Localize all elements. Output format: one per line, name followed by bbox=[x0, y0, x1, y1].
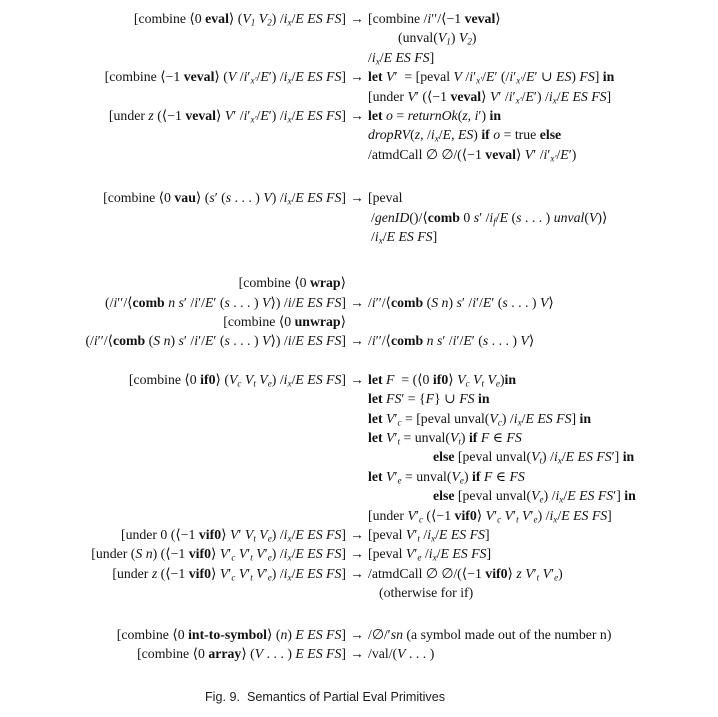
rewrite-arrow: → bbox=[350, 526, 364, 542]
rule-line bbox=[0, 625, 718, 644]
rewrite-arrow: → bbox=[350, 107, 364, 123]
rule-lhs: [combine ⟨−1 veval⟩ (V $/i'_{x'}/E'$) $/i_x/E$ ES FS] bbox=[104, 69, 346, 86]
arrow-spacer bbox=[346, 486, 368, 505]
rule-lhs bbox=[0, 506, 346, 525]
rule-rhs: /atmdCall ∅ ∅/(⟨−1 vif0⟩ z $V'_t$ $V'_e$) bbox=[368, 565, 563, 583]
rule-lhs: [combine ⟨0 eval⟩ ($V_1$ $V_2$) $/i_x/E$ ES FS] bbox=[133, 11, 346, 28]
arrow-spacer bbox=[346, 208, 368, 227]
rule-lhs: [combine ⟨0 int-to-symbol⟩ (n) E ES FS] bbox=[116, 626, 346, 642]
rule-line bbox=[0, 370, 718, 389]
rule-line bbox=[0, 28, 718, 47]
rule-rhs: let V′ = [peval V $/i'_{x'}/E'$ ($/i'_{x'}/E'$ ∪ ES) FS] in bbox=[368, 69, 615, 86]
rules-table bbox=[0, 9, 718, 663]
rule-line bbox=[0, 506, 718, 525]
rule-lhs bbox=[0, 48, 346, 67]
rule-lhs: [under 0 (⟨−1 vif0⟩ V′ $V_t$ $V_e$) $/i_x/E$ ES FS] bbox=[120, 526, 346, 544]
rule-lhs bbox=[0, 125, 346, 144]
arrow-spacer bbox=[346, 467, 368, 486]
rule-line bbox=[0, 293, 718, 312]
rule-rhs bbox=[368, 273, 718, 292]
rule-rhs: let $V'_c$ = [peval $unval(V_c)$ $/i_x/E$ ES FS] in bbox=[368, 410, 592, 428]
rule-lhs: [under z (⟨−1 vif0⟩ $V'_c$ $V'_t$ $V'_e$) $/i_x/E$ ES FS] bbox=[112, 565, 346, 583]
rule-rhs: /atmdCall ∅ ∅/(⟨−1 veval⟩ V′ $/i'_{x'}/E'$) bbox=[368, 146, 577, 164]
rule-rhs: /val/(V . . . ) bbox=[368, 645, 435, 661]
arrow-spacer bbox=[346, 312, 368, 331]
rule-line bbox=[0, 9, 718, 28]
rewrite-arrow: → bbox=[350, 11, 364, 26]
rewrite-arrow: → bbox=[350, 333, 364, 349]
rule-line bbox=[0, 125, 718, 144]
arrow-spacer bbox=[346, 28, 368, 47]
rule-line bbox=[0, 544, 718, 563]
rule-lhs: (/i′′/⟨comb (S n) s′ /i′/E′ (s . . . ) V⟩) /i/E ES FS] bbox=[85, 333, 346, 349]
rule-rhs: [under $V'_c$ (⟨−1 vif0⟩ $V'_c$ $V'_t$ $V'_e$) $/i_x/E$ ES FS] bbox=[368, 507, 612, 525]
rule-lhs bbox=[0, 145, 346, 164]
rule-line bbox=[0, 208, 718, 227]
rule-line bbox=[0, 67, 718, 86]
rule-lhs bbox=[0, 428, 346, 447]
rule-line bbox=[0, 525, 718, 544]
rewrite-arrow: → bbox=[350, 294, 364, 310]
rule-rhs: let $V'_t$ = $unval(V_t)$ if F ∈ FS bbox=[368, 430, 522, 447]
rule-line bbox=[0, 48, 718, 67]
rule-rhs: $/i_x/E$ ES FS] bbox=[371, 228, 438, 246]
arrow-spacer bbox=[346, 506, 368, 525]
rule-line bbox=[0, 227, 718, 246]
rule-lhs bbox=[0, 87, 346, 106]
arrow-spacer bbox=[346, 125, 368, 144]
rule-lhs: [combine ⟨0 wrap⟩ bbox=[238, 275, 346, 291]
rule-lhs bbox=[0, 583, 346, 602]
rule-lhs bbox=[0, 467, 346, 486]
rule-lhs bbox=[0, 409, 346, 428]
rule-rhs: [peval $V'_t$ $/i_x/E$ ES FS] bbox=[368, 526, 490, 544]
rule-rhs: ($unval(V_1)$ $V_2$) bbox=[398, 30, 477, 47]
rule-rhs: /genID()/⟨comb 0 s′ $/i_f/E$ (s . . . ) unval(V)⟩ bbox=[371, 209, 608, 227]
rule-rhs: let o = returnOk(z, i′) in bbox=[368, 107, 501, 123]
rule-lhs bbox=[0, 486, 346, 505]
arrow-spacer bbox=[346, 227, 368, 246]
rule-rhs: /i′′/⟨comb (S n) s′ /i′/E′ (s . . . ) V⟩ bbox=[368, 294, 554, 310]
rule-line bbox=[0, 312, 718, 331]
rule-lhs: [combine ⟨0 if0⟩ ($V_c$ $V_t$ $V_e$) $/i_x/E$ ES FS] bbox=[128, 371, 346, 389]
rule-rhs: let FS′ = {F} ∪ FS in bbox=[368, 391, 490, 407]
rule-rhs: (otherwise for if) bbox=[379, 585, 474, 601]
arrow-spacer bbox=[346, 48, 368, 67]
figure-caption: Fig. 9. Semantics of Partial Eval Primitives bbox=[204, 690, 446, 705]
rule-lhs bbox=[0, 227, 346, 246]
rule-lhs: [combine ⟨0 array⟩ (V . . . ) E ES FS] bbox=[137, 645, 346, 661]
rewrite-arrow: → bbox=[350, 565, 364, 581]
rule-line bbox=[0, 409, 718, 428]
rule-lhs: [combine ⟨0 unwrap⟩ bbox=[223, 314, 346, 330]
arrow-spacer bbox=[346, 87, 368, 106]
rule-rhs: dropRV(z, $/i_x/E$, ES) if o = true else bbox=[368, 127, 562, 144]
rewrite-arrow: → bbox=[350, 645, 364, 661]
rule-lhs: (/i′′/⟨comb n s′ /i′/E′ (s . . . ) V⟩) /i/E ES FS] bbox=[105, 294, 346, 310]
rule-line bbox=[0, 331, 718, 350]
arrow-spacer bbox=[346, 409, 368, 428]
rule-rhs: [peval bbox=[368, 190, 403, 206]
rule-rhs bbox=[368, 312, 718, 331]
rule-line bbox=[0, 389, 718, 408]
arrow-spacer bbox=[346, 447, 368, 466]
rule-lhs: [under (S n) (⟨−1 vif0⟩ $V'_c$ $V'_t$ $V'_e$) $/i_x/E$ ES FS] bbox=[91, 546, 346, 563]
rule-line bbox=[0, 644, 718, 663]
arrow-spacer bbox=[346, 428, 368, 447]
rule-lhs bbox=[0, 208, 346, 227]
rule-line bbox=[0, 428, 718, 447]
rule-lhs: [under z (⟨−1 veval⟩ V′ $/i'_{x'}/E'$) $/i_x/E$ ES FS] bbox=[108, 107, 346, 125]
arrow-spacer bbox=[346, 389, 368, 408]
rule-rhs: else [peval $unval(V_e)$ $/i_x/E$ ES FS′] in bbox=[433, 488, 636, 505]
arrow-spacer bbox=[346, 273, 368, 292]
rule-lhs bbox=[0, 389, 346, 408]
rule-line bbox=[0, 188, 718, 207]
rule-line bbox=[0, 145, 718, 164]
rule-line bbox=[0, 87, 718, 106]
arrow-spacer bbox=[346, 583, 368, 602]
rule-rhs: $/i_x/E$ ES FS] bbox=[368, 49, 435, 67]
arrow-spacer bbox=[346, 145, 368, 164]
rule-line bbox=[0, 486, 718, 505]
rule-line bbox=[0, 467, 718, 486]
rewrite-arrow: → bbox=[350, 626, 364, 642]
rule-lhs: [combine ⟨0 vau⟩ (s′ (s . . . ) V) $/i_x/E$ ES FS] bbox=[103, 190, 346, 207]
rule-rhs: else [peval $unval(V_t)$ $/i_x/E$ ES FS′] in bbox=[433, 449, 635, 466]
rule-line bbox=[0, 583, 718, 602]
rule-line bbox=[0, 106, 718, 125]
rule-lhs bbox=[0, 28, 346, 47]
rule-rhs: let $V'_e$ = $unval(V_e)$ if F ∈ FS bbox=[368, 468, 525, 486]
rule-line bbox=[0, 564, 718, 583]
rule-rhs: [under V′ (⟨−1 veval⟩ V′ $/i'_{x'}/E'$) $/i_x/E$ ES FS] bbox=[368, 88, 612, 106]
rule-lhs bbox=[0, 447, 346, 466]
rule-line bbox=[0, 273, 718, 292]
rewrite-arrow: → bbox=[350, 69, 364, 85]
rewrite-arrow: → bbox=[350, 190, 364, 206]
rule-rhs: /∅/′sn (a symbol made out of the number n) bbox=[368, 626, 612, 642]
rule-rhs: [peval $V'_e$ $/i_x/E$ ES FS] bbox=[368, 546, 492, 563]
rule-line bbox=[0, 447, 718, 466]
rewrite-arrow: → bbox=[350, 371, 364, 387]
rewrite-arrow: → bbox=[350, 546, 364, 562]
rule-rhs: /i′′/⟨comb n s′ /i′/E′ (s . . . ) V⟩ bbox=[368, 333, 535, 349]
rule-rhs: [combine /i′′/⟨−1 veval⟩ bbox=[368, 11, 501, 26]
rule-rhs: let F = (⟨0 if0⟩ $V_c$ $V_t$ $V_e)in$ bbox=[368, 371, 517, 389]
